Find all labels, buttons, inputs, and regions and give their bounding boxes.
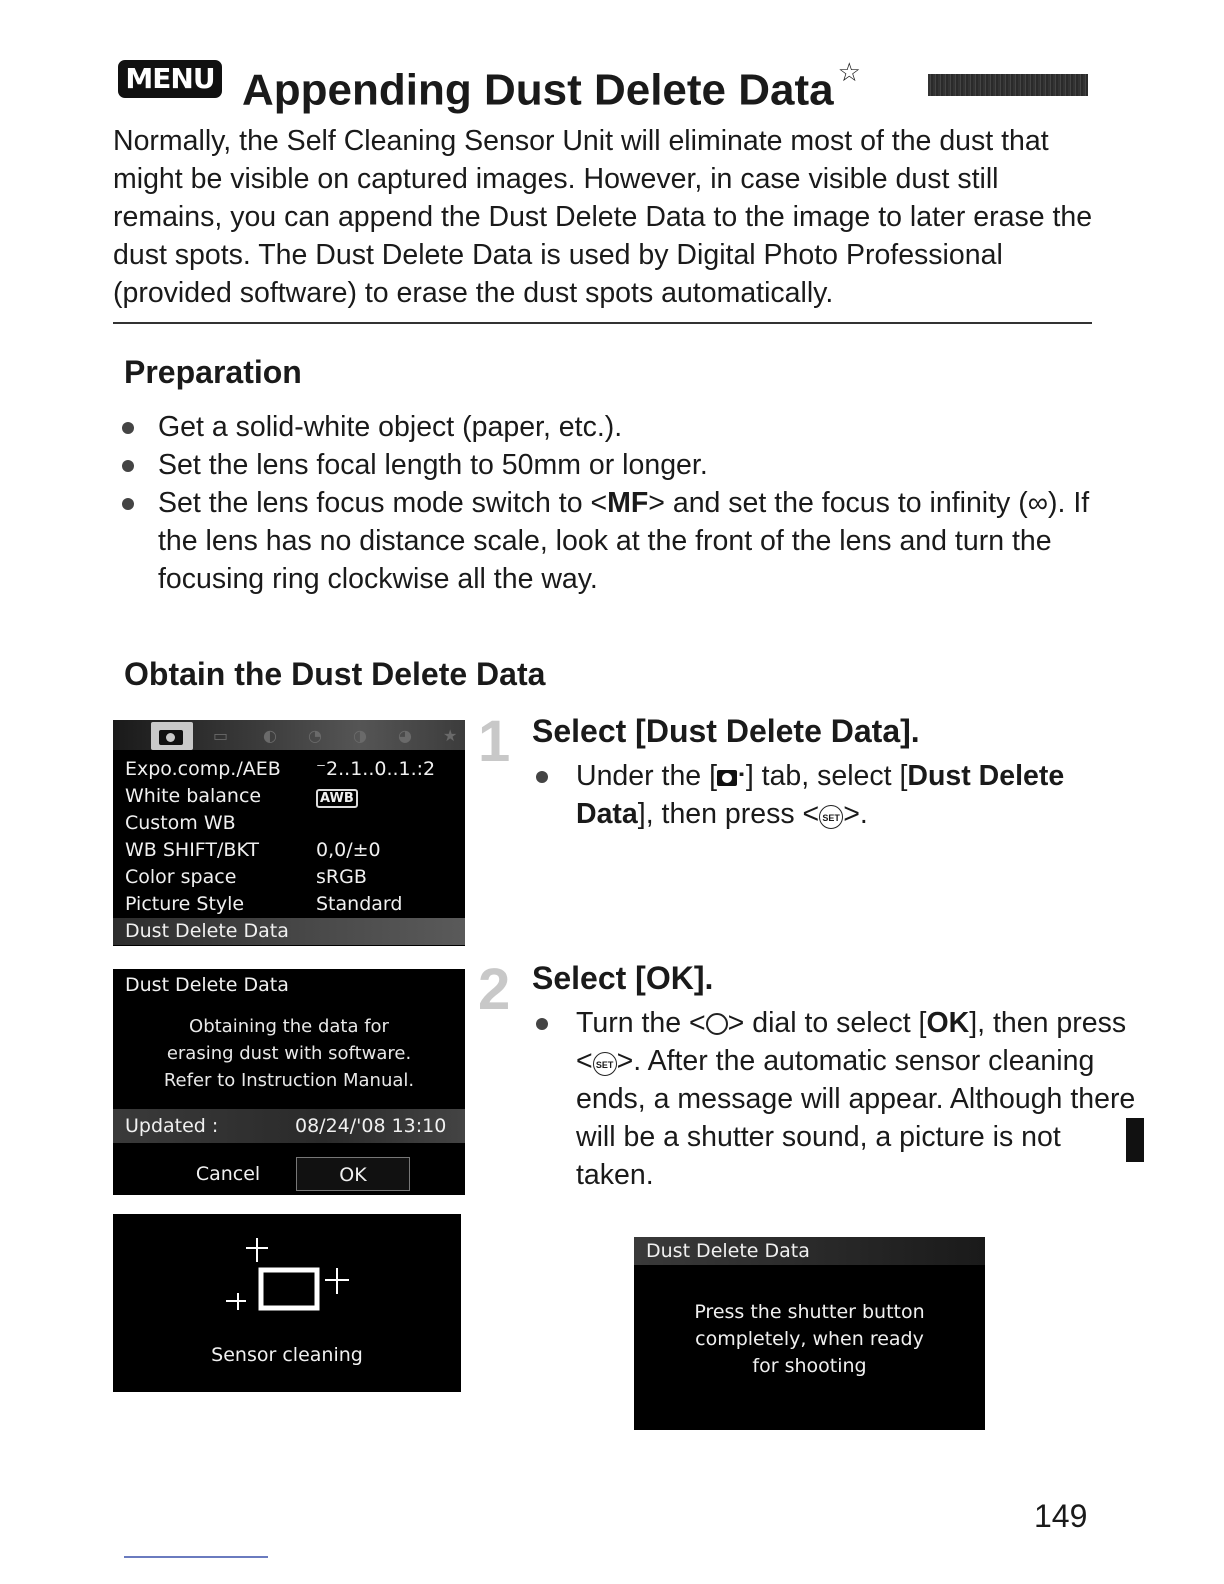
menu-row-wb-shift[interactable]: WB SHIFT/BKT 0,0/±0 <box>125 839 381 861</box>
shooting-tab-2-icon <box>151 722 193 750</box>
preparation-heading: Preparation <box>124 354 302 390</box>
page-title: Appending Dust Delete Data ☆ <box>242 57 861 115</box>
footer-line <box>124 1556 268 1558</box>
set-button-icon: SET <box>819 805 843 829</box>
bullet-icon <box>122 498 134 510</box>
bullet-icon <box>536 771 548 783</box>
tab-icon: ◕ <box>398 726 412 745</box>
page-number: 149 <box>1034 1498 1088 1534</box>
dialog-message: Obtaining the data for erasing dust with software. Refer to Instruction Manual. <box>163 1016 415 1091</box>
shutter-screen-message: Press the shutter button completely, when ready for shooting <box>694 1301 925 1377</box>
bullet-icon <box>122 422 134 434</box>
dialog-title: Dust Delete Data <box>125 974 289 996</box>
menu-row-custom-wb[interactable]: Custom WB <box>125 812 236 834</box>
tab-icon: ◑ <box>353 726 367 745</box>
step-2-text: Turn the < > dial to select [OK], then press < SET >. After the automatic sensor cleaning ends, a message will appear. Although there will be a shutter sound, a picture is not taken. <box>532 1004 1146 1194</box>
divider <box>113 322 1092 324</box>
sensor-cleaning-label: Sensor cleaning <box>211 1344 363 1366</box>
title-decoration-bar <box>928 74 1088 96</box>
tab-icon: ◐ <box>263 726 277 745</box>
step-number: 2 <box>478 957 511 1022</box>
menu-row-picture-style[interactable]: Picture Style Standard <box>125 893 403 915</box>
quick-control-dial-icon <box>706 1013 728 1035</box>
list-item: Set the lens focus mode switch to <MF> and set the focus to infinity (∞). If the lens has no distance scale, look at the front of the lens and turn the focusing ring clockwise all the way. <box>118 484 1108 598</box>
list-item: Set the lens focal length to 50mm or longer. <box>118 446 1108 484</box>
step-2-title: Select [OK]. <box>532 960 714 996</box>
step-1-text: Under the [ ᐧ] tab, select [Dust Delete Data], then press < SET >. <box>532 757 1136 833</box>
menu-row-white-balance[interactable]: White balance AWB <box>113 783 465 810</box>
shutter-screen-title: Dust Delete Data <box>634 1237 985 1265</box>
bullet-icon <box>536 1018 548 1030</box>
sensor-cleaning-screen <box>113 1214 461 1392</box>
camera-menu-screen <box>113 720 465 946</box>
bullet-icon <box>122 460 134 472</box>
list-item: Get a solid-white object (paper, etc.). <box>118 408 1108 446</box>
chapter-edge-marker <box>1126 1118 1144 1162</box>
tab-icon: ★ <box>443 726 458 745</box>
intro-paragraph: Normally, the Self Cleaning Sensor Unit will eliminate most of the dust that might be visible on captured images. However, in case visible dust still remains, you can append the Dust Delete Data to the image to later erase the dust spots. The Dust Delete Data is used by Digital Photo Professional (provided software) to erase the dust spots automatically. <box>113 125 1093 309</box>
cancel-button[interactable]: Cancel <box>195 1163 261 1185</box>
menu-icon: MENU <box>118 60 222 98</box>
tab-icon: ◔ <box>308 726 322 745</box>
menu-row-color-space[interactable]: Color space sRGB <box>125 866 367 888</box>
preparation-list <box>118 408 1108 598</box>
set-button-icon: SET <box>593 1052 617 1076</box>
menu-tab-bar <box>113 720 465 750</box>
menu-row-dust-delete-data[interactable]: Dust Delete Data <box>113 918 465 945</box>
dust-delete-dialog-screen <box>113 969 465 1195</box>
obtain-heading: Obtain the Dust Delete Data <box>124 656 546 692</box>
step-number: 1 <box>478 709 511 774</box>
updated-row: Updated : 08/24/'08 13:10 <box>113 1109 465 1143</box>
shooting-tab-icon <box>717 770 737 786</box>
menu-row-expo-comp[interactable]: Expo.comp./AEB ⁻2..1..0..1.:2 <box>125 758 436 780</box>
step-1-title: Select [Dust Delete Data]. <box>532 713 920 749</box>
shutter-message-screen <box>634 1237 985 1430</box>
star-icon: ☆ <box>837 57 861 87</box>
ok-button[interactable]: OK <box>296 1157 410 1191</box>
sensor-cleaning-icon <box>113 1214 461 1334</box>
awb-icon: AWB <box>316 789 358 808</box>
tab-icon: ▭ <box>213 726 229 745</box>
